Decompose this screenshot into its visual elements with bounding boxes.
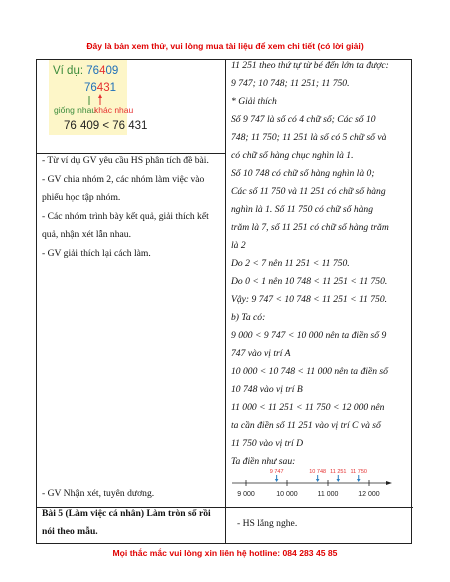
example-comparison: 76 409 < 76 431 bbox=[64, 120, 148, 132]
left-line-3: phiếu học tập nhóm. bbox=[42, 192, 121, 203]
right-line-4: Số 9 747 là số có 4 chữ số; Các số 10 bbox=[231, 114, 376, 125]
left-line-4: - Các nhóm trình bày kết quả, giải thích kết bbox=[42, 211, 209, 222]
number-line-mark-label: 9 747 bbox=[269, 469, 284, 475]
number-line-tick-label: 12 000 bbox=[358, 491, 380, 498]
example-label: Ví dụ: bbox=[53, 65, 84, 77]
hotline-banner: Mọi thắc mắc vui lòng xin liên hệ hotline: 084 283 45 85 bbox=[112, 548, 338, 558]
different-label: khác nhau bbox=[94, 105, 134, 115]
left-line-1: - Từ ví dụ GV yêu cầu HS phân tích đề bài. bbox=[42, 155, 209, 166]
number-line bbox=[232, 465, 392, 501]
left-line-7: - GV Nhận xét, tuyên dương. bbox=[42, 488, 155, 499]
right-line-23: Ta điền như sau: bbox=[231, 456, 296, 467]
left-line-6: - GV giải thích lại cách làm. bbox=[42, 248, 151, 259]
right-line-12: Do 2 < 7 nên 11 251 < 11 750. bbox=[231, 258, 350, 269]
number-line-mark-arrowhead bbox=[336, 479, 340, 482]
right-line-15: b) Ta có: bbox=[231, 312, 266, 323]
number-line-mark-arrowhead bbox=[316, 479, 320, 482]
example-number-2: 76431 bbox=[84, 82, 117, 94]
example-number-1: 76409 bbox=[86, 65, 119, 77]
right-line-14: Vậy: 9 747 < 10 748 < 11 251 < 11 750. bbox=[231, 294, 388, 305]
right-line-17: 747 vào vị trí A bbox=[231, 348, 291, 359]
right-line-13: Do 0 < 1 nên 10 748 < 11 251 < 11 750. bbox=[231, 276, 388, 287]
left-line-2: - GV chia nhóm 2, các nhóm làm việc vào bbox=[42, 174, 205, 185]
number-line-tick-label: 11 000 bbox=[317, 491, 339, 498]
exercise-5-title: Bài 5 (Làm việc cá nhân) Làm tròn số rồi bbox=[42, 508, 211, 519]
example-illustration bbox=[49, 60, 148, 135]
right-line-6: có chữ số hàng chục nghìn là 1. bbox=[231, 150, 354, 161]
number-line-tick-label: 9 000 bbox=[237, 491, 255, 498]
right-line-1: 11 251 theo thứ tự từ bé đến lớn ta được: bbox=[231, 60, 389, 71]
right-line-22: 11 750 vào vị trí D bbox=[231, 438, 304, 449]
right-line-5: 748; 11 750; 11 251 là số có 5 chữ số và bbox=[231, 132, 387, 143]
exercise-5-title-cont: nói theo mẫu. bbox=[42, 526, 98, 537]
right-line-19: 10 748 vào vị trí B bbox=[231, 384, 303, 395]
number-line-mark-arrowhead bbox=[357, 479, 361, 482]
right-line-16: 9 000 < 9 747 < 10 000 nên ta điền số 9 bbox=[231, 330, 387, 341]
column-divider bbox=[225, 60, 226, 543]
right-line-3: * Giải thích bbox=[231, 96, 277, 107]
same-label: giống nhau bbox=[54, 105, 97, 115]
right-line-9: nghìn là 1. Số 11 750 có chữ số hàng bbox=[231, 204, 374, 215]
preview-banner: Đây là bản xem thử, vui lòng mua tài liệu để xem chi tiết (có lời giải) bbox=[86, 41, 364, 51]
row-divider bbox=[37, 153, 225, 154]
right-line-24: - HS lắng nghe. bbox=[237, 518, 298, 529]
number-line-mark-arrowhead bbox=[275, 479, 279, 482]
left-line-5: quả, nhận xét lẫn nhau. bbox=[42, 229, 131, 240]
right-line-18: 10 000 < 10 748 < 11 000 nên ta điền số bbox=[231, 366, 388, 377]
number-line-mark-label: 10 748 bbox=[309, 469, 327, 475]
number-line-mark-label: 11 750 bbox=[350, 469, 367, 475]
number-line-tick-label: 10 000 bbox=[276, 491, 298, 498]
right-line-2: 9 747; 10 748; 11 251; 11 750. bbox=[231, 78, 350, 89]
right-line-7: Số 10 748 có chữ số hàng nghìn là 0; bbox=[231, 168, 375, 179]
number-line-arrowhead bbox=[386, 481, 392, 485]
right-line-8: Các số 11 750 và 11 251 có chữ số hàng bbox=[231, 186, 386, 197]
right-line-10: trăm là 7, số 11 251 có chữ số hàng trăm bbox=[231, 222, 389, 233]
number-line-mark-label: 11 251 bbox=[330, 469, 347, 475]
right-line-20: 11 000 < 11 251 < 11 750 < 12 000 nên bbox=[231, 402, 385, 413]
right-line-21: ta cần điền số 11 251 vào vị trí C và số bbox=[231, 420, 381, 431]
right-line-11: là 2 bbox=[231, 240, 246, 251]
